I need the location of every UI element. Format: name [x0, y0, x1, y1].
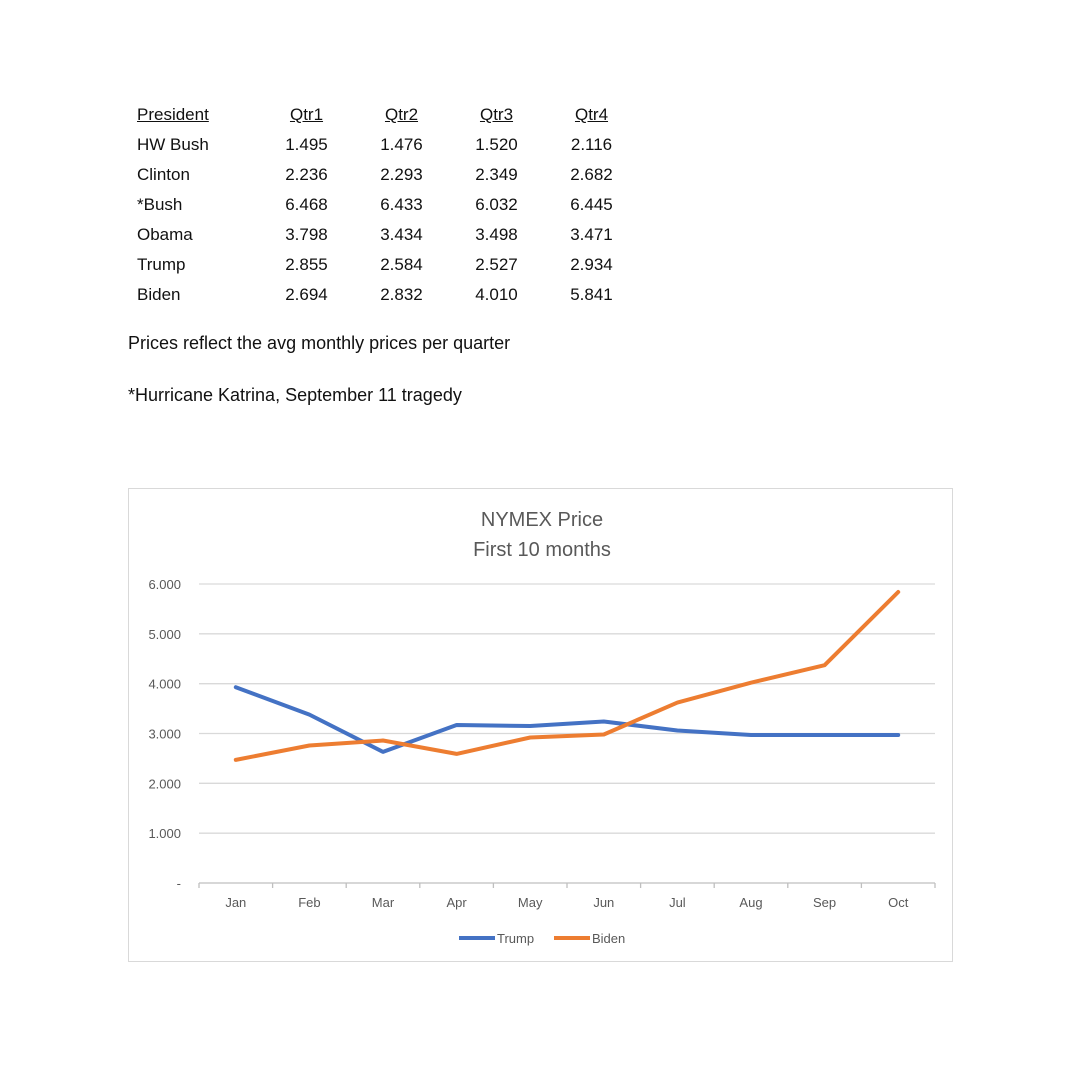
price-cell: 6.468: [285, 195, 328, 214]
x-tick-labels: [225, 895, 908, 910]
table-header-row: [128, 100, 639, 130]
price-cell: 1.476: [380, 135, 423, 154]
president-cell: *Bush: [137, 195, 183, 214]
y-tick-label: -: [176, 876, 181, 891]
price-cell: 2.349: [475, 165, 518, 184]
y-axis: [148, 577, 181, 891]
price-cell: 5.841: [570, 285, 613, 304]
table-row: [128, 130, 639, 160]
table-row: [128, 280, 639, 310]
note-prices: Prices reflect the avg monthly prices per quarter: [128, 333, 511, 353]
y-tick-label: 5.000: [148, 626, 181, 642]
column-header: President: [137, 105, 209, 124]
price-cell: 6.032: [475, 195, 518, 214]
x-tick-label: Apr: [446, 895, 467, 910]
x-tick-label: Jul: [669, 895, 686, 910]
y-tick-label: 1.000: [148, 826, 181, 842]
x-tick-label: Aug: [739, 895, 763, 910]
table-body: [128, 130, 639, 310]
price-cell: 2.236: [285, 165, 328, 184]
y-tick-label: 6.000: [148, 577, 181, 592]
x-axis: [199, 883, 935, 888]
x-tick-label: Jan: [225, 895, 247, 910]
legend-label-trump: Trump: [497, 931, 535, 946]
price-cell: 2.694: [285, 285, 328, 304]
president-cell: Trump: [137, 255, 186, 274]
price-cell: 6.445: [570, 195, 613, 214]
column-header: Qtr4: [574, 105, 609, 124]
table-row: [128, 160, 639, 190]
x-tick-label: Sep: [813, 895, 837, 910]
president-cell: HW Bush: [137, 135, 209, 154]
legend-label-biden: Biden: [592, 931, 626, 946]
price-cell: 6.433: [380, 195, 423, 214]
price-cell: 3.471: [570, 225, 613, 244]
note-katrina: *Hurricane Katrina, September 11 tragedy: [128, 385, 462, 405]
column-header: Qtr2: [384, 105, 419, 124]
x-tick-label: Jun: [593, 895, 615, 910]
chart-subtitle: First 10 months: [473, 539, 611, 561]
series-lines: [236, 592, 898, 760]
y-tick-label: 2.000: [148, 776, 181, 792]
x-tick-label: May: [517, 895, 543, 910]
table-row: [128, 250, 639, 280]
price-cell: 2.584: [380, 255, 423, 274]
line-chart: [129, 489, 951, 960]
price-cell: 2.293: [380, 165, 423, 184]
president-cell: Biden: [137, 285, 181, 304]
price-cell: 3.798: [285, 225, 328, 244]
x-tick-label: Mar: [371, 895, 395, 910]
president-cell: Obama: [137, 225, 193, 244]
gridlines: [199, 584, 935, 833]
price-cell: 3.434: [380, 225, 423, 244]
column-header: Qtr3: [479, 105, 514, 124]
price-cell: 4.010: [475, 285, 518, 304]
price-cell: 3.498: [475, 225, 518, 244]
x-tick-label: Feb: [298, 895, 321, 910]
table-row: [128, 190, 639, 220]
chart-frame: [128, 488, 953, 962]
price-cell: 2.855: [285, 255, 328, 274]
price-cell: 1.495: [285, 135, 328, 154]
price-cell: 2.682: [570, 165, 613, 184]
price-cell: 2.116: [570, 135, 613, 154]
column-header: Qtr1: [289, 105, 324, 124]
price-cell: 2.934: [570, 255, 613, 274]
table-row: [128, 220, 639, 250]
y-tick-label: 3.000: [148, 726, 181, 742]
y-tick-label: 4.000: [148, 676, 181, 692]
price-table: [128, 100, 639, 310]
price-cell: 2.832: [380, 285, 423, 304]
president-cell: Clinton: [137, 165, 190, 184]
x-tick-label: Oct: [888, 895, 909, 910]
chart-title: NYMEX Price: [480, 509, 604, 531]
price-cell: 2.527: [475, 255, 518, 274]
legend: [459, 931, 625, 946]
price-cell: 1.520: [475, 135, 518, 154]
